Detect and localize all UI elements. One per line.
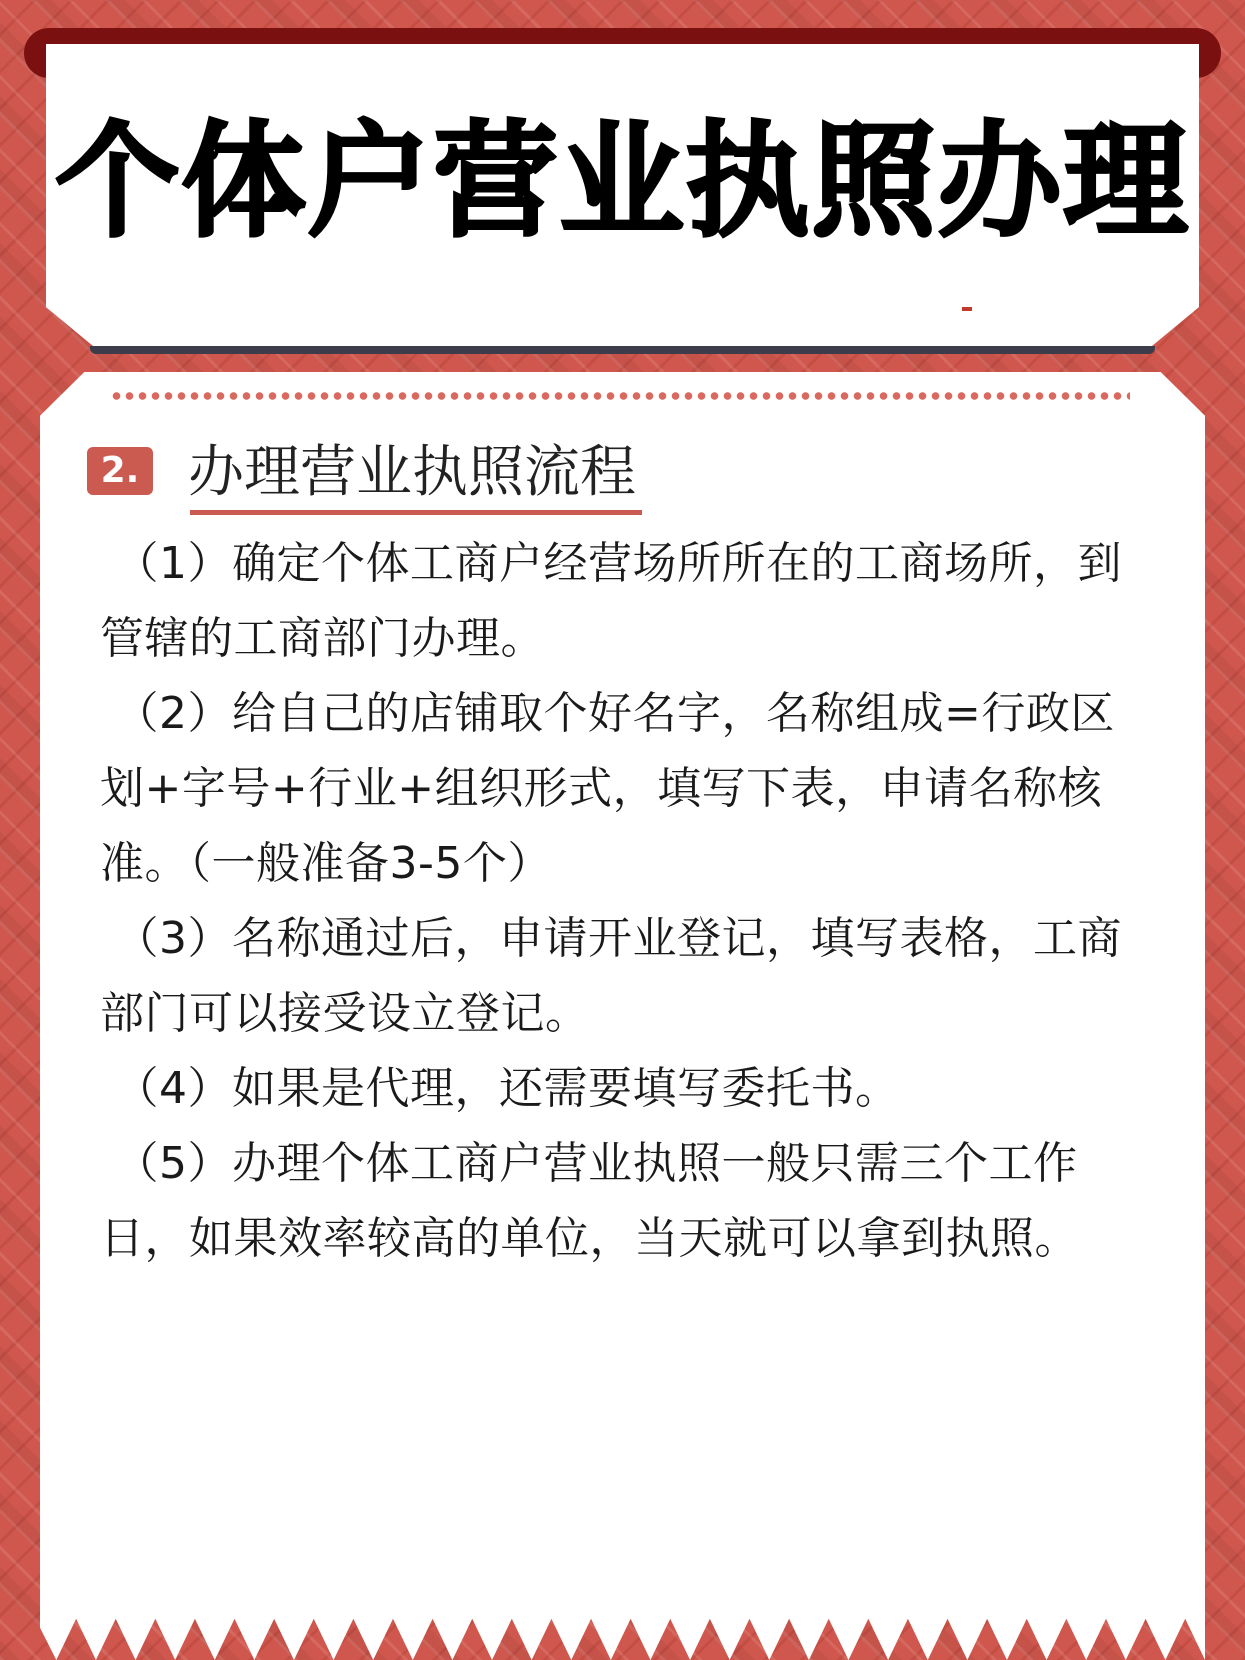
section-title-underline xyxy=(190,510,642,515)
step-5: （5）办理个体工商户营业执照一般只需三个工作日，如果效率较高的单位，当天就可以拿到执照。 xyxy=(100,1138,1079,1264)
step-3: （3）名称通过后，申请开业登记，填写表格，工商部门可以接受设立登记。 xyxy=(100,913,1123,1039)
steps-list xyxy=(100,526,1130,1276)
dotted-divider xyxy=(110,391,1130,401)
section-number-badge: 2. xyxy=(87,447,153,495)
title-card-shadow xyxy=(90,346,1155,354)
step-4: （4）如果是代理，还需要填写委托书。 xyxy=(114,1063,900,1114)
section-title: 办理营业执照流程 xyxy=(188,440,636,505)
step-1: （1）确定个体工商户经营场所所在的工商场所，到管辖的工商部门办理。 xyxy=(100,538,1123,664)
step-2: （2）给自己的店铺取个好名字，名称组成=行政区划+字号+行业+组织形式，填写下表，申请名称核准。（一般准备3-5个） xyxy=(100,688,1115,889)
page-title: 个体户营业执照办理 xyxy=(55,110,1190,254)
accent-mark xyxy=(962,307,972,311)
